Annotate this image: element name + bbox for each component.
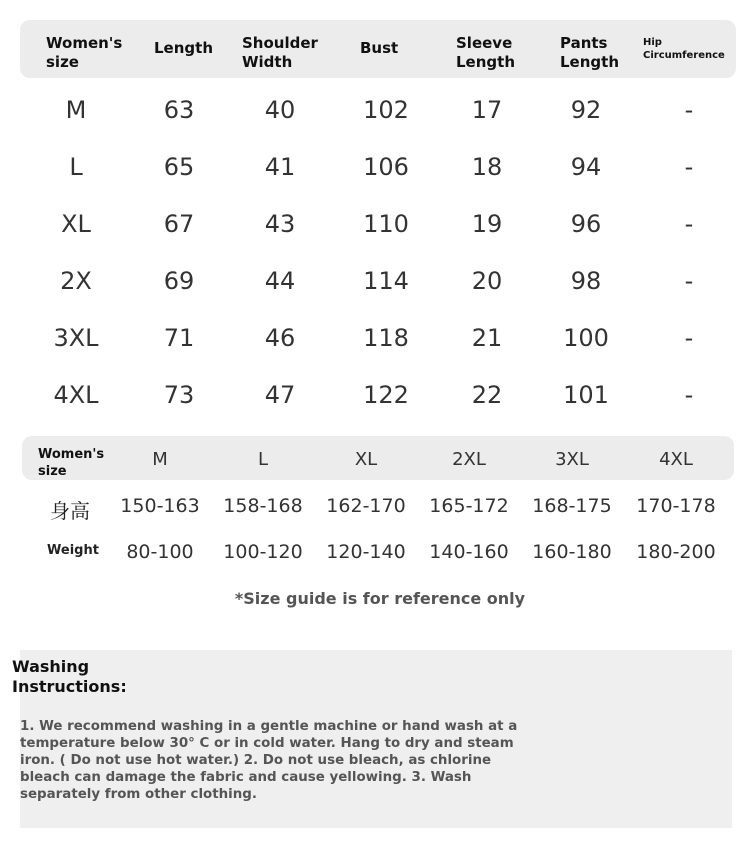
measurement-cell: - bbox=[684, 153, 694, 181]
height-cell: 162-170 bbox=[326, 495, 406, 517]
size-cell: 3XL bbox=[53, 324, 99, 352]
measurement-cell: 122 bbox=[363, 381, 409, 409]
fit-size-header: 3XL bbox=[555, 449, 589, 470]
weight-cell: 120-140 bbox=[326, 541, 406, 563]
weight-cell: 160-180 bbox=[532, 541, 612, 563]
weight-cell: 100-120 bbox=[223, 541, 303, 563]
measurement-cell: 47 bbox=[264, 381, 296, 409]
measurement-cell: 71 bbox=[163, 324, 195, 352]
measurement-cell: 22 bbox=[471, 381, 503, 409]
measurement-cell: 98 bbox=[570, 267, 602, 295]
measurement-cell: - bbox=[684, 96, 694, 124]
fit-size-header: 4XL bbox=[659, 449, 693, 470]
measurement-cell: 96 bbox=[570, 210, 602, 238]
measurement-cell: 20 bbox=[471, 267, 503, 295]
measurement-cell: 41 bbox=[264, 153, 296, 181]
measurement-cell: 100 bbox=[563, 324, 609, 352]
header-hip-circumference: Hip Circumference bbox=[643, 37, 725, 61]
header-length: Length bbox=[154, 39, 213, 57]
size-cell: 4XL bbox=[53, 381, 99, 409]
measurement-cell: 114 bbox=[363, 267, 409, 295]
measurement-cell: - bbox=[684, 210, 694, 238]
fit-header-womens-size: Women's size bbox=[38, 447, 105, 479]
washing-title: Washing Instructions: bbox=[12, 657, 127, 696]
measurement-cell: 102 bbox=[363, 96, 409, 124]
measurement-cell: 94 bbox=[570, 153, 602, 181]
header-shoulder-width: Shoulder Width bbox=[242, 34, 318, 71]
size-cell: L bbox=[69, 153, 83, 181]
measurement-cell: - bbox=[684, 381, 694, 409]
measurement-cell: 110 bbox=[363, 210, 409, 238]
weight-label: Weight bbox=[47, 543, 99, 558]
measurement-cell: - bbox=[684, 324, 694, 352]
weight-cell: 80-100 bbox=[126, 541, 194, 563]
fit-size-header: L bbox=[257, 449, 269, 470]
size-cell: M bbox=[65, 96, 87, 124]
fit-size-header: XL bbox=[354, 449, 378, 470]
height-cell: 170-178 bbox=[636, 495, 716, 517]
header-pants-length: Pants Length bbox=[560, 34, 619, 71]
measurement-cell: 19 bbox=[471, 210, 503, 238]
measurement-cell: 63 bbox=[163, 96, 195, 124]
measurement-cell: 67 bbox=[163, 210, 195, 238]
height-cell: 158-168 bbox=[223, 495, 303, 517]
measurement-cell: 44 bbox=[264, 267, 296, 295]
header-sleeve-length: Sleeve Length bbox=[456, 34, 515, 71]
weight-cell: 180-200 bbox=[636, 541, 716, 563]
reference-note: *Size guide is for reference only bbox=[234, 589, 526, 608]
measurement-cell: 73 bbox=[163, 381, 195, 409]
height-cell: 168-175 bbox=[532, 495, 612, 517]
height-label: 身高 bbox=[50, 499, 90, 523]
washing-body: 1. We recommend washing in a gentle machine or hand wash at a temperature below 30° C or in cold water. Hang to dry and steam iron. ( Do not use hot water.) 2. Do not use bleach, as chlorine bleach can damage the fabric and cause yellowing. 3. Wash separately from other clothing. bbox=[20, 719, 518, 802]
measurement-cell: 21 bbox=[471, 324, 503, 352]
measurement-cell: 46 bbox=[264, 324, 296, 352]
measurement-cell: 40 bbox=[264, 96, 296, 124]
measurement-cell: 69 bbox=[163, 267, 195, 295]
measurement-cell: 18 bbox=[471, 153, 503, 181]
size-cell: 2X bbox=[60, 267, 92, 295]
header-bust: Bust bbox=[360, 39, 399, 57]
fit-size-header: M bbox=[152, 449, 168, 470]
measurement-cell: 92 bbox=[570, 96, 602, 124]
measurement-cell: 65 bbox=[163, 153, 195, 181]
fit-size-header: 2XL bbox=[452, 449, 486, 470]
measurement-cell: 118 bbox=[363, 324, 409, 352]
measurement-cell: - bbox=[684, 267, 694, 295]
header-womens-size: Women's size bbox=[46, 34, 123, 71]
size-cell: XL bbox=[61, 210, 91, 238]
measurement-cell: 43 bbox=[264, 210, 296, 238]
fit-table-header bbox=[22, 436, 734, 480]
weight-cell: 140-160 bbox=[429, 541, 509, 563]
measurement-cell: 17 bbox=[471, 96, 503, 124]
height-cell: 165-172 bbox=[429, 495, 509, 517]
measurement-cell: 106 bbox=[363, 153, 409, 181]
height-cell: 150-163 bbox=[120, 495, 200, 517]
measurement-cell: 101 bbox=[563, 381, 609, 409]
